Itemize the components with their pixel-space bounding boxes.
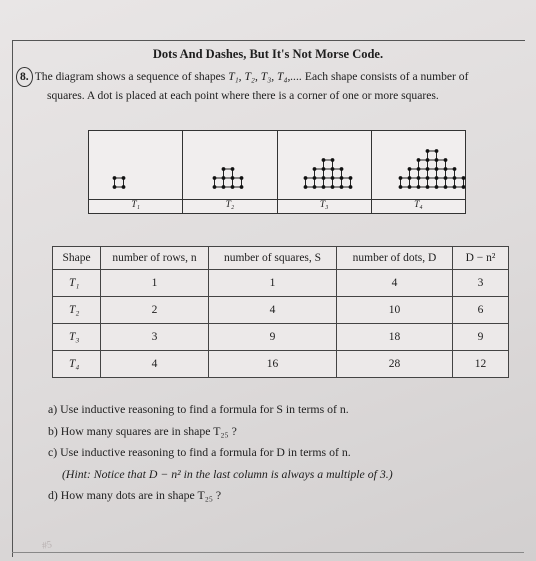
corner-dot bbox=[425, 176, 429, 180]
cell-rows: 2 bbox=[101, 297, 209, 324]
diagram-shapes-row bbox=[89, 131, 465, 200]
corner-dot bbox=[416, 185, 420, 189]
corner-dot bbox=[303, 185, 307, 189]
cell-squares: 4 bbox=[209, 297, 337, 324]
cell-difference: 12 bbox=[453, 351, 509, 378]
cell-squares: 9 bbox=[209, 324, 337, 351]
cell-shape: T₂ bbox=[53, 297, 101, 324]
shape-square bbox=[233, 178, 242, 187]
corner-dot bbox=[240, 185, 244, 189]
corner-dot bbox=[240, 176, 244, 180]
corner-dot bbox=[416, 158, 420, 162]
cell-dots: 28 bbox=[337, 351, 453, 378]
corner-dot bbox=[222, 176, 226, 180]
corner-dot bbox=[222, 167, 226, 171]
diagram-cell-t3 bbox=[278, 131, 372, 199]
header-dots: number of dots, D bbox=[337, 247, 453, 270]
corner-dot bbox=[330, 167, 334, 171]
cell-rows: 4 bbox=[101, 351, 209, 378]
corner-dot bbox=[330, 158, 334, 162]
corner-dot bbox=[443, 158, 447, 162]
table-row bbox=[53, 351, 509, 378]
corner-dot bbox=[425, 167, 429, 171]
table-row bbox=[53, 324, 509, 351]
shape-square bbox=[427, 169, 436, 178]
shape-square bbox=[436, 169, 445, 178]
question-b: b) How many squares are in shape T₂₅ ? bbox=[48, 423, 237, 438]
cell-rows: 1 bbox=[101, 270, 209, 297]
corner-dot bbox=[407, 185, 411, 189]
corner-dot bbox=[330, 185, 334, 189]
question-c: c) Use inductive reasoning to find a formula for D in terms of n. bbox=[48, 445, 351, 459]
shape-square bbox=[445, 178, 454, 187]
shapes-diagram bbox=[88, 130, 466, 214]
corner-dot bbox=[461, 185, 465, 189]
pencil-mark: #5 bbox=[41, 539, 53, 552]
corner-dot bbox=[425, 185, 429, 189]
diagram-label-cell-t4 bbox=[372, 200, 465, 213]
shape-square bbox=[314, 178, 323, 187]
diagram-label-cell-t1 bbox=[89, 200, 183, 213]
cell-difference: 9 bbox=[453, 324, 509, 351]
corner-dot bbox=[213, 176, 217, 180]
cell-dots: 18 bbox=[337, 324, 453, 351]
shape-t3-figure bbox=[278, 131, 378, 199]
shape-square bbox=[427, 151, 436, 160]
question-d: d) How many dots are in shape T₂₅ ? bbox=[48, 488, 222, 502]
corner-dot bbox=[452, 176, 456, 180]
corner-dot bbox=[312, 176, 316, 180]
corner-dot bbox=[222, 185, 226, 189]
corner-dot bbox=[312, 185, 316, 189]
questions-block bbox=[48, 402, 518, 510]
page-bottom-line bbox=[12, 552, 524, 553]
question-a: a) Use inductive reasoning to find a formula for S in terms of n. bbox=[48, 402, 349, 416]
shape-square bbox=[314, 169, 323, 178]
corner-dot bbox=[425, 158, 429, 162]
corner-dot bbox=[398, 176, 402, 180]
corner-dot bbox=[452, 167, 456, 171]
table-row bbox=[53, 297, 509, 324]
corner-dot bbox=[231, 185, 235, 189]
cell-dots: 10 bbox=[337, 297, 453, 324]
corner-dot bbox=[113, 185, 117, 189]
shape-square bbox=[341, 178, 350, 187]
shape-square bbox=[409, 178, 418, 187]
corner-dot bbox=[321, 176, 325, 180]
shape-square bbox=[323, 169, 332, 178]
corner-dot bbox=[348, 176, 352, 180]
corner-dot bbox=[339, 176, 343, 180]
corner-dot bbox=[321, 185, 325, 189]
shape-square bbox=[332, 178, 341, 187]
problem-line-1 bbox=[16, 67, 531, 87]
corner-dot bbox=[339, 185, 343, 189]
cell-squares: 16 bbox=[209, 351, 337, 378]
shape-square bbox=[400, 178, 409, 187]
corner-dot bbox=[461, 176, 465, 180]
shape-square bbox=[305, 178, 314, 187]
diagram-label-cell-t2 bbox=[183, 200, 277, 213]
corner-dot bbox=[443, 167, 447, 171]
corner-dot bbox=[434, 167, 438, 171]
corner-dot bbox=[398, 185, 402, 189]
cell-shape: T₃ bbox=[53, 324, 101, 351]
header-d-minus-n2: D − n² bbox=[453, 247, 509, 270]
diagram-cell-t4 bbox=[372, 131, 465, 199]
corner-dot bbox=[339, 167, 343, 171]
diagram-label-t1: T₁ bbox=[131, 200, 140, 210]
header-shape: Shape bbox=[53, 247, 101, 270]
corner-dot bbox=[416, 176, 420, 180]
diagram-label-t2: T₂ bbox=[225, 200, 235, 210]
diagram-label-cell-t3 bbox=[278, 200, 372, 213]
corner-dot bbox=[425, 149, 429, 153]
shape-data-table bbox=[52, 246, 509, 378]
corner-dot bbox=[443, 176, 447, 180]
table-row bbox=[53, 270, 509, 297]
corner-dot bbox=[348, 185, 352, 189]
problem-text-a: The diagram shows a sequence of shapes bbox=[34, 70, 229, 83]
shape-square bbox=[427, 160, 436, 169]
shape-square bbox=[323, 178, 332, 187]
worksheet-title: Dots And Dashes, But It's Not Morse Code. bbox=[152, 47, 384, 61]
shape-square bbox=[332, 169, 341, 178]
diagram-label-t3: T₃ bbox=[319, 200, 329, 210]
corner-dot bbox=[330, 176, 334, 180]
diagram-cell-t2 bbox=[183, 131, 277, 199]
corner-dot bbox=[231, 176, 235, 180]
corner-dot bbox=[416, 167, 420, 171]
table-header-row bbox=[53, 247, 509, 270]
shape-square bbox=[418, 169, 427, 178]
corner-dot bbox=[213, 185, 217, 189]
corner-dot bbox=[407, 176, 411, 180]
shape-square bbox=[454, 178, 463, 187]
corner-dot bbox=[312, 167, 316, 171]
shape-square bbox=[436, 160, 445, 169]
shape-square bbox=[224, 178, 233, 187]
shape-square bbox=[215, 178, 224, 187]
corner-dot bbox=[434, 149, 438, 153]
shape-square bbox=[115, 178, 124, 187]
shape-square bbox=[409, 169, 418, 178]
problem-text-b: Each shape consists of a number of bbox=[302, 70, 469, 83]
corner-dot bbox=[452, 185, 456, 189]
corner-dot bbox=[443, 185, 447, 189]
problem-line-2: squares. A dot is placed at each point where there is a corner of one or more squares. bbox=[47, 89, 439, 102]
shape-square bbox=[427, 178, 436, 187]
corner-dot bbox=[122, 185, 126, 189]
cell-difference: 6 bbox=[453, 297, 509, 324]
header-rows: number of rows, n bbox=[101, 247, 209, 270]
corner-dot bbox=[434, 176, 438, 180]
header-squares: number of squares, S bbox=[209, 247, 337, 270]
problem-number: 8. bbox=[16, 67, 33, 87]
cell-rows: 3 bbox=[101, 324, 209, 351]
problem-statement bbox=[16, 67, 531, 105]
shape-square bbox=[445, 169, 454, 178]
shape-square bbox=[418, 178, 427, 187]
corner-dot bbox=[303, 176, 307, 180]
question-hint: (Hint: Notice that D − n² in the last column is always a multiple of 3.) bbox=[62, 466, 393, 481]
corner-dot bbox=[434, 158, 438, 162]
shape-square bbox=[418, 160, 427, 169]
cell-difference: 3 bbox=[453, 270, 509, 297]
shape-square bbox=[436, 178, 445, 187]
corner-dot bbox=[113, 176, 117, 180]
shape-t4-figure bbox=[372, 131, 492, 199]
shape-t1-figure bbox=[89, 131, 149, 199]
corner-dot bbox=[407, 167, 411, 171]
corner-dot bbox=[122, 176, 126, 180]
diagram-cell-t1 bbox=[89, 131, 183, 199]
corner-dot bbox=[434, 185, 438, 189]
corner-dot bbox=[321, 158, 325, 162]
shape-sequence: T₁, T₂, T₃, T₄,.... bbox=[228, 70, 303, 83]
corner-dot bbox=[231, 167, 235, 171]
corner-dot bbox=[321, 167, 325, 171]
diagram-label-t4: T₄ bbox=[414, 200, 423, 210]
diagram-labels-row bbox=[89, 200, 465, 213]
cell-dots: 4 bbox=[337, 270, 453, 297]
cell-squares: 1 bbox=[209, 270, 337, 297]
shape-square bbox=[323, 160, 332, 169]
shape-square bbox=[224, 169, 233, 178]
cell-shape: T₄ bbox=[53, 351, 101, 378]
shape-t2-figure bbox=[183, 131, 273, 199]
cell-shape: T₁ bbox=[53, 270, 101, 297]
